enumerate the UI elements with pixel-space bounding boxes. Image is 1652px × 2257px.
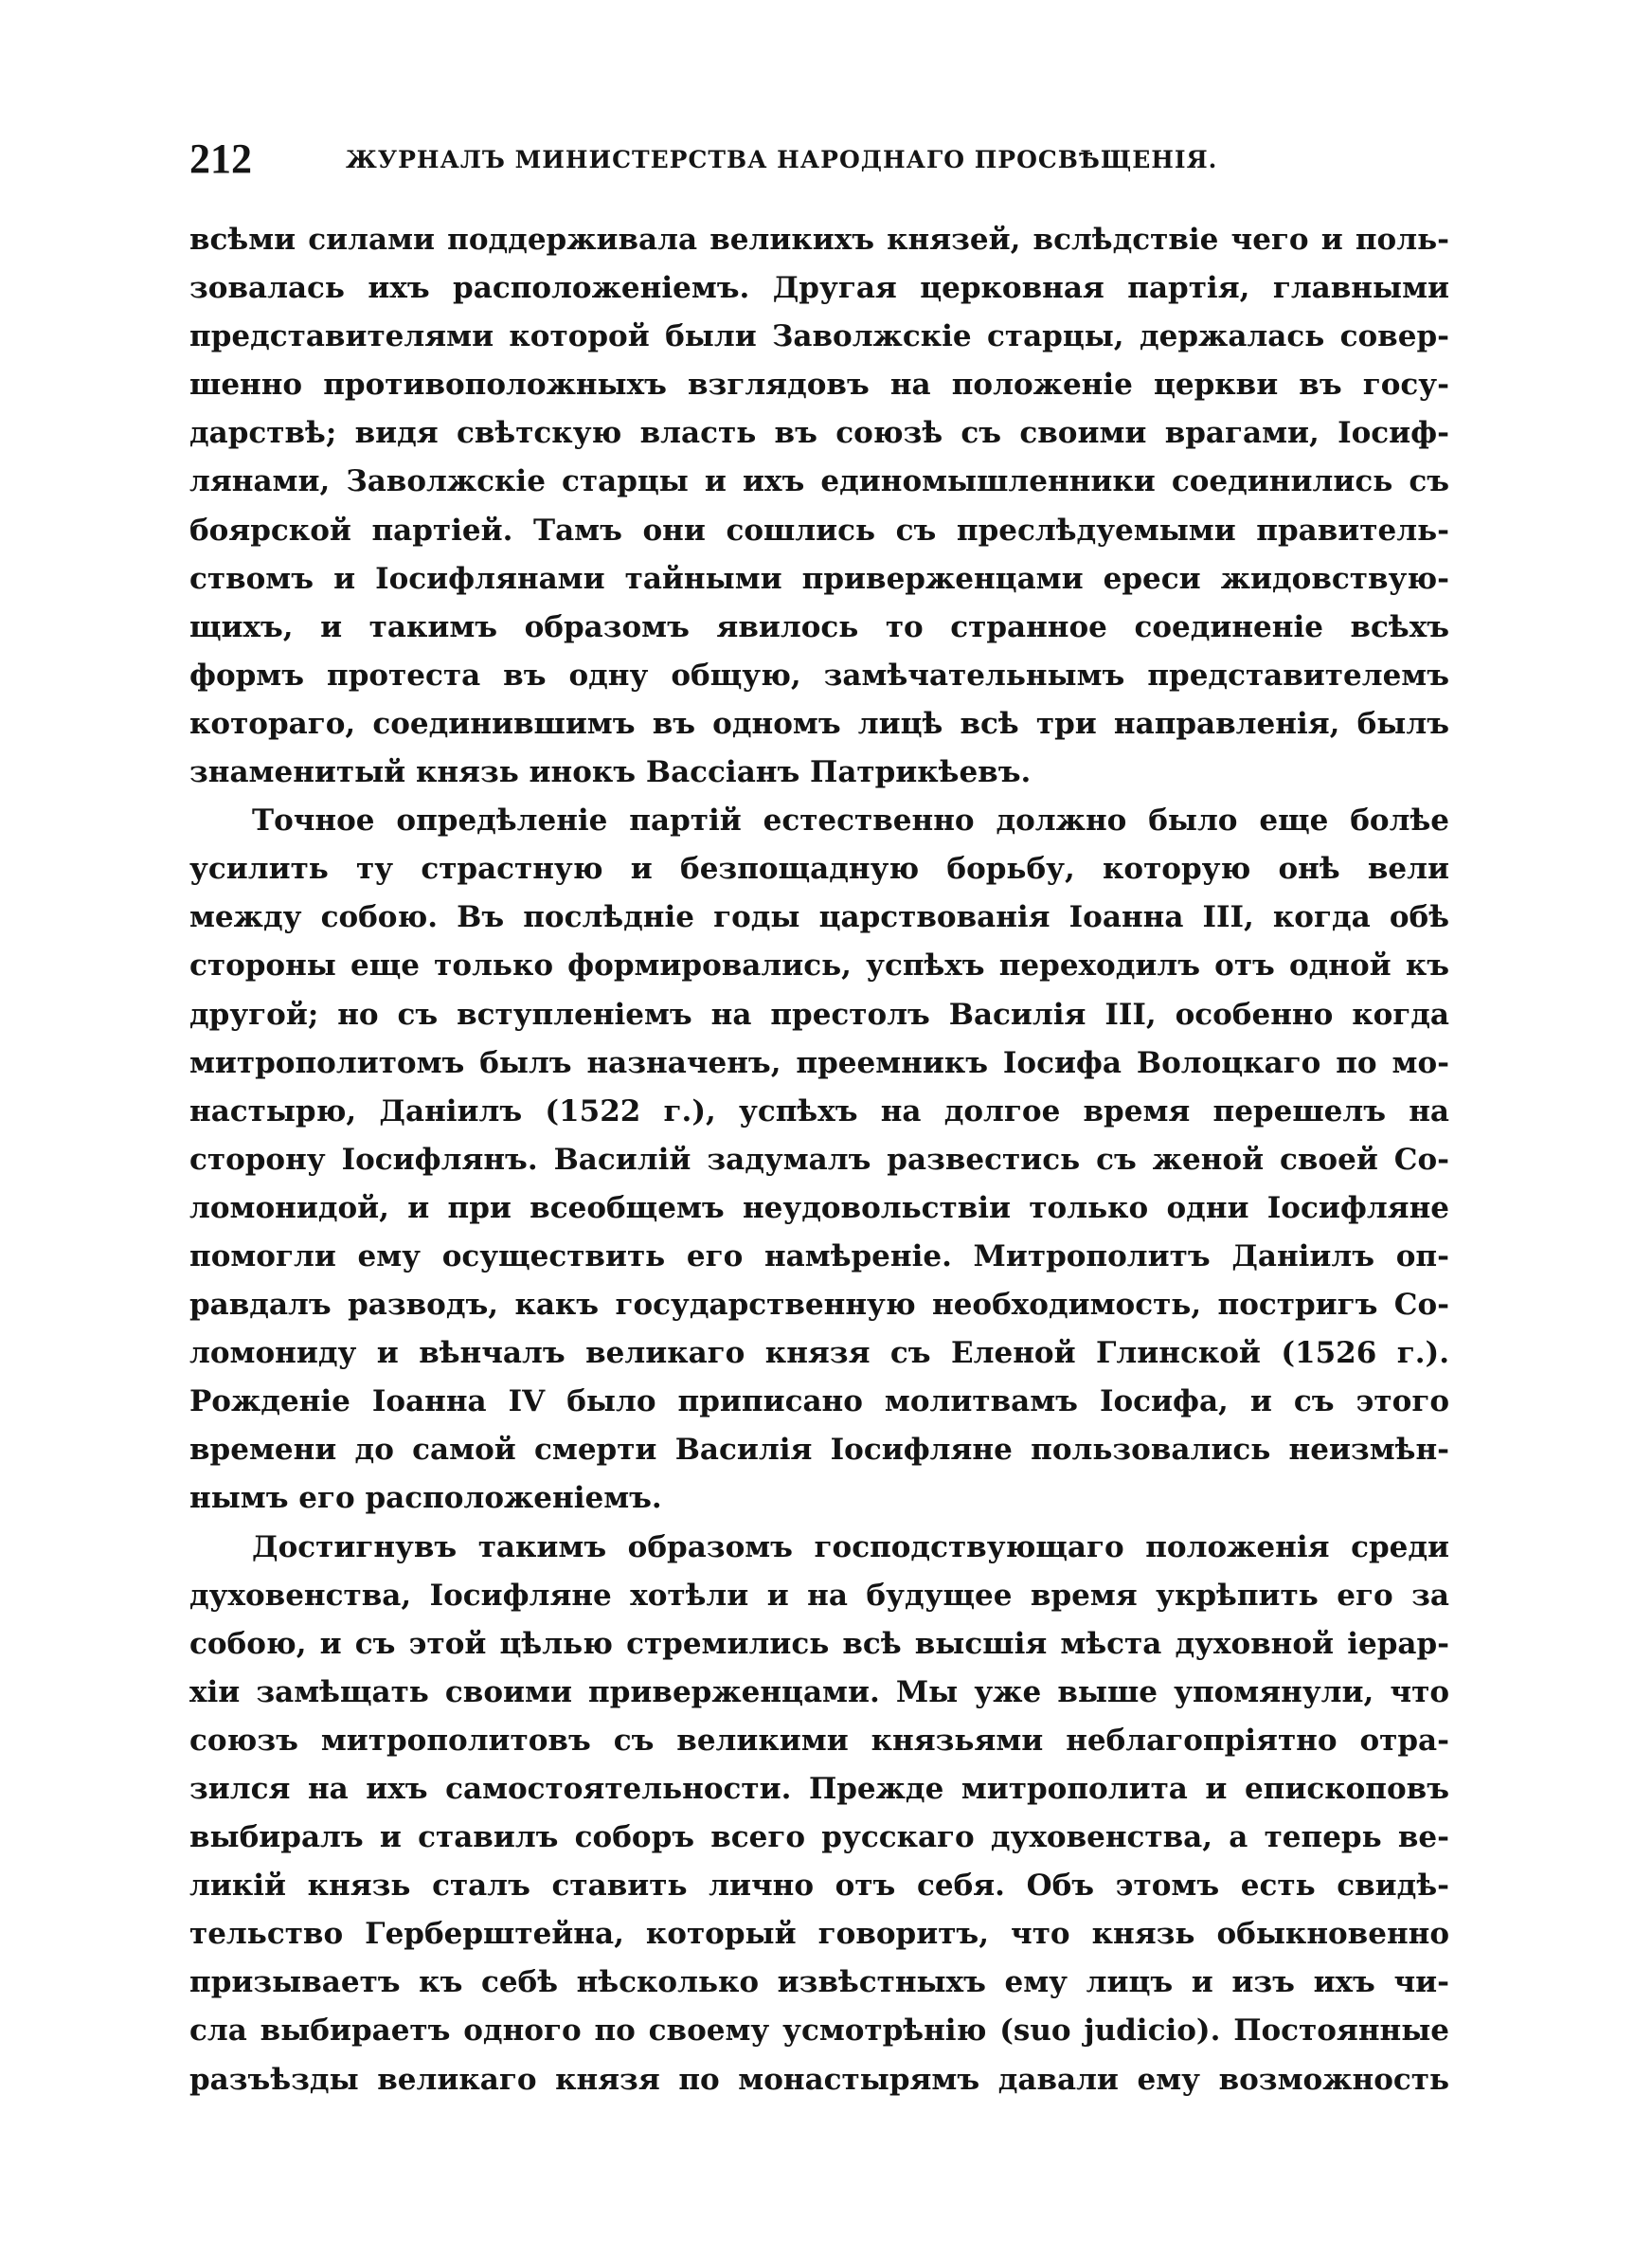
paragraph-2 bbox=[189, 797, 1449, 1523]
paragraph-3 bbox=[189, 1524, 1449, 2104]
page-number: 212 bbox=[189, 135, 252, 182]
body-text bbox=[189, 216, 1449, 2104]
text-line: ломониду и вѣнчалъ великаго князя съ Еленой Глинской (1526 г.). bbox=[189, 1336, 1449, 1371]
text-line: Рожденіе Іоанна IV было приписано молитвамъ Іосифа, и съ этого bbox=[189, 1384, 1449, 1419]
text-line: призываетъ къ себѣ нѣсколько извѣстныхъ ему лицъ и изъ ихъ чи- bbox=[189, 1965, 1449, 2000]
text-line: зился на ихъ самостоятельности. Прежде митрополита и епископовъ bbox=[189, 1772, 1449, 1806]
text-line: союзъ митрополитовъ съ великими князьями неблагопріятно отра- bbox=[189, 1723, 1449, 1758]
text-line: нымъ его расположеніемъ. bbox=[189, 1481, 662, 1516]
text-line: равдалъ разводъ, какъ государственную необходимость, постригъ Со- bbox=[189, 1288, 1449, 1323]
text-line: митрополитомъ былъ назначенъ, преемникъ Іосифа Волоцкаго по мо- bbox=[189, 1045, 1449, 1080]
text-line: усилить ту страстную и безпощадную борьбу, которую онѣ вели bbox=[189, 852, 1449, 887]
text-line: собою, и съ этой цѣлью стремились всѣ высшія мѣста духовной іерар- bbox=[189, 1626, 1449, 1661]
text-line: тельство Герберштейна, который говоритъ, что князь обыкновенно bbox=[189, 1917, 1449, 1952]
text-line: лянами, Заволжскіе старцы и ихъ единомышленники соединились съ bbox=[189, 464, 1449, 499]
text-line: стороны еще только формировались, успѣхъ переходилъ отъ одной къ bbox=[189, 948, 1449, 984]
text-line: между собою. Въ послѣдніе годы царствованія Іоанна III, когда обѣ bbox=[189, 900, 1449, 935]
journal-title: ЖУРНАЛЪ МИНИСТЕРСТВА НАРОДНАГО ПРОСВѢЩЕНІЯ. bbox=[346, 146, 1218, 173]
text-line: времени до самой смерти Василія Іосифляне пользовались неизмѣн- bbox=[189, 1433, 1449, 1468]
paragraph-1 bbox=[189, 216, 1449, 797]
text-line: зовалась ихъ расположеніемъ. Другая церковная партія, главными bbox=[189, 271, 1449, 306]
text-line: хіи замѣщать своими приверженцами. Мы уже выше упомянули, что bbox=[189, 1674, 1449, 1709]
text-line: представителями которой были Заволжскіе старцы, держалась совер- bbox=[189, 319, 1449, 354]
text-line: сла выбираетъ одного по своему усмотрѣнію (suo judicio). Постоянные bbox=[189, 2013, 1449, 2049]
text-line: настырю, Даніилъ (1522 г.), успѣхъ на долгое время перешелъ на bbox=[189, 1093, 1449, 1128]
text-line: другой; но съ вступленіемъ на престолъ Василія III, особенно когда bbox=[189, 997, 1449, 1032]
text-line: помогли ему осуществить его намѣреніе. Митрополитъ Даніилъ оп- bbox=[189, 1238, 1449, 1273]
text-line: разъѣзды великаго князя по монастырямъ давали ему возможность bbox=[189, 2062, 1449, 2097]
text-line: шенно противоположныхъ взглядовъ на положеніе церкви въ госу- bbox=[189, 368, 1449, 403]
text-line: Достигнувъ такимъ образомъ господствующаго положенія среди bbox=[252, 1529, 1449, 1564]
text-line: ликій князь сталъ ставить лично отъ себя. Объ этомъ есть свидѣ- bbox=[189, 1869, 1449, 1904]
text-line: дарствѣ; видя свѣтскую власть въ союзѣ съ своими врагами, Іосиф- bbox=[189, 416, 1449, 451]
running-head bbox=[189, 131, 1449, 188]
text-line: всѣми силами поддерживала великихъ князей, вслѣдствіе чего и поль- bbox=[189, 223, 1449, 257]
text-line: знаменитый князь инокъ Вассіанъ Патрикѣевъ. bbox=[189, 755, 1032, 790]
text-line: выбиралъ и ставилъ соборъ всего русскаго духовенства, а теперь ве- bbox=[189, 1820, 1449, 1855]
text-line: формъ протеста въ одну общую, замѣчательнымъ представителемъ bbox=[189, 658, 1449, 693]
text-line: ствомъ и Іосифлянами тайными приверженцами ереси жидовствую- bbox=[189, 561, 1449, 596]
text-line: щихъ, и такимъ образомъ явилось то странное соединеніе всѣхъ bbox=[189, 609, 1449, 644]
text-line: ломонидой, и при всеобщемъ неудовольствіи только одни Іосифляне bbox=[189, 1190, 1449, 1225]
text-line: сторону Іосифлянъ. Василій задумалъ развестись съ женой своей Со- bbox=[189, 1142, 1449, 1177]
text-line: котораго, соединившимъ въ одномъ лицѣ всѣ три направленія, былъ bbox=[189, 706, 1449, 741]
text-line: Точное опредѣленіе партій естественно должно было еще болѣе bbox=[252, 803, 1449, 839]
text-line: духовенства, Іосифляне хотѣли и на будущее время укрѣпить его за bbox=[189, 1578, 1449, 1613]
text-line: боярской партіей. Тамъ они сошлись съ преслѣдуемыми правитель- bbox=[189, 513, 1449, 548]
